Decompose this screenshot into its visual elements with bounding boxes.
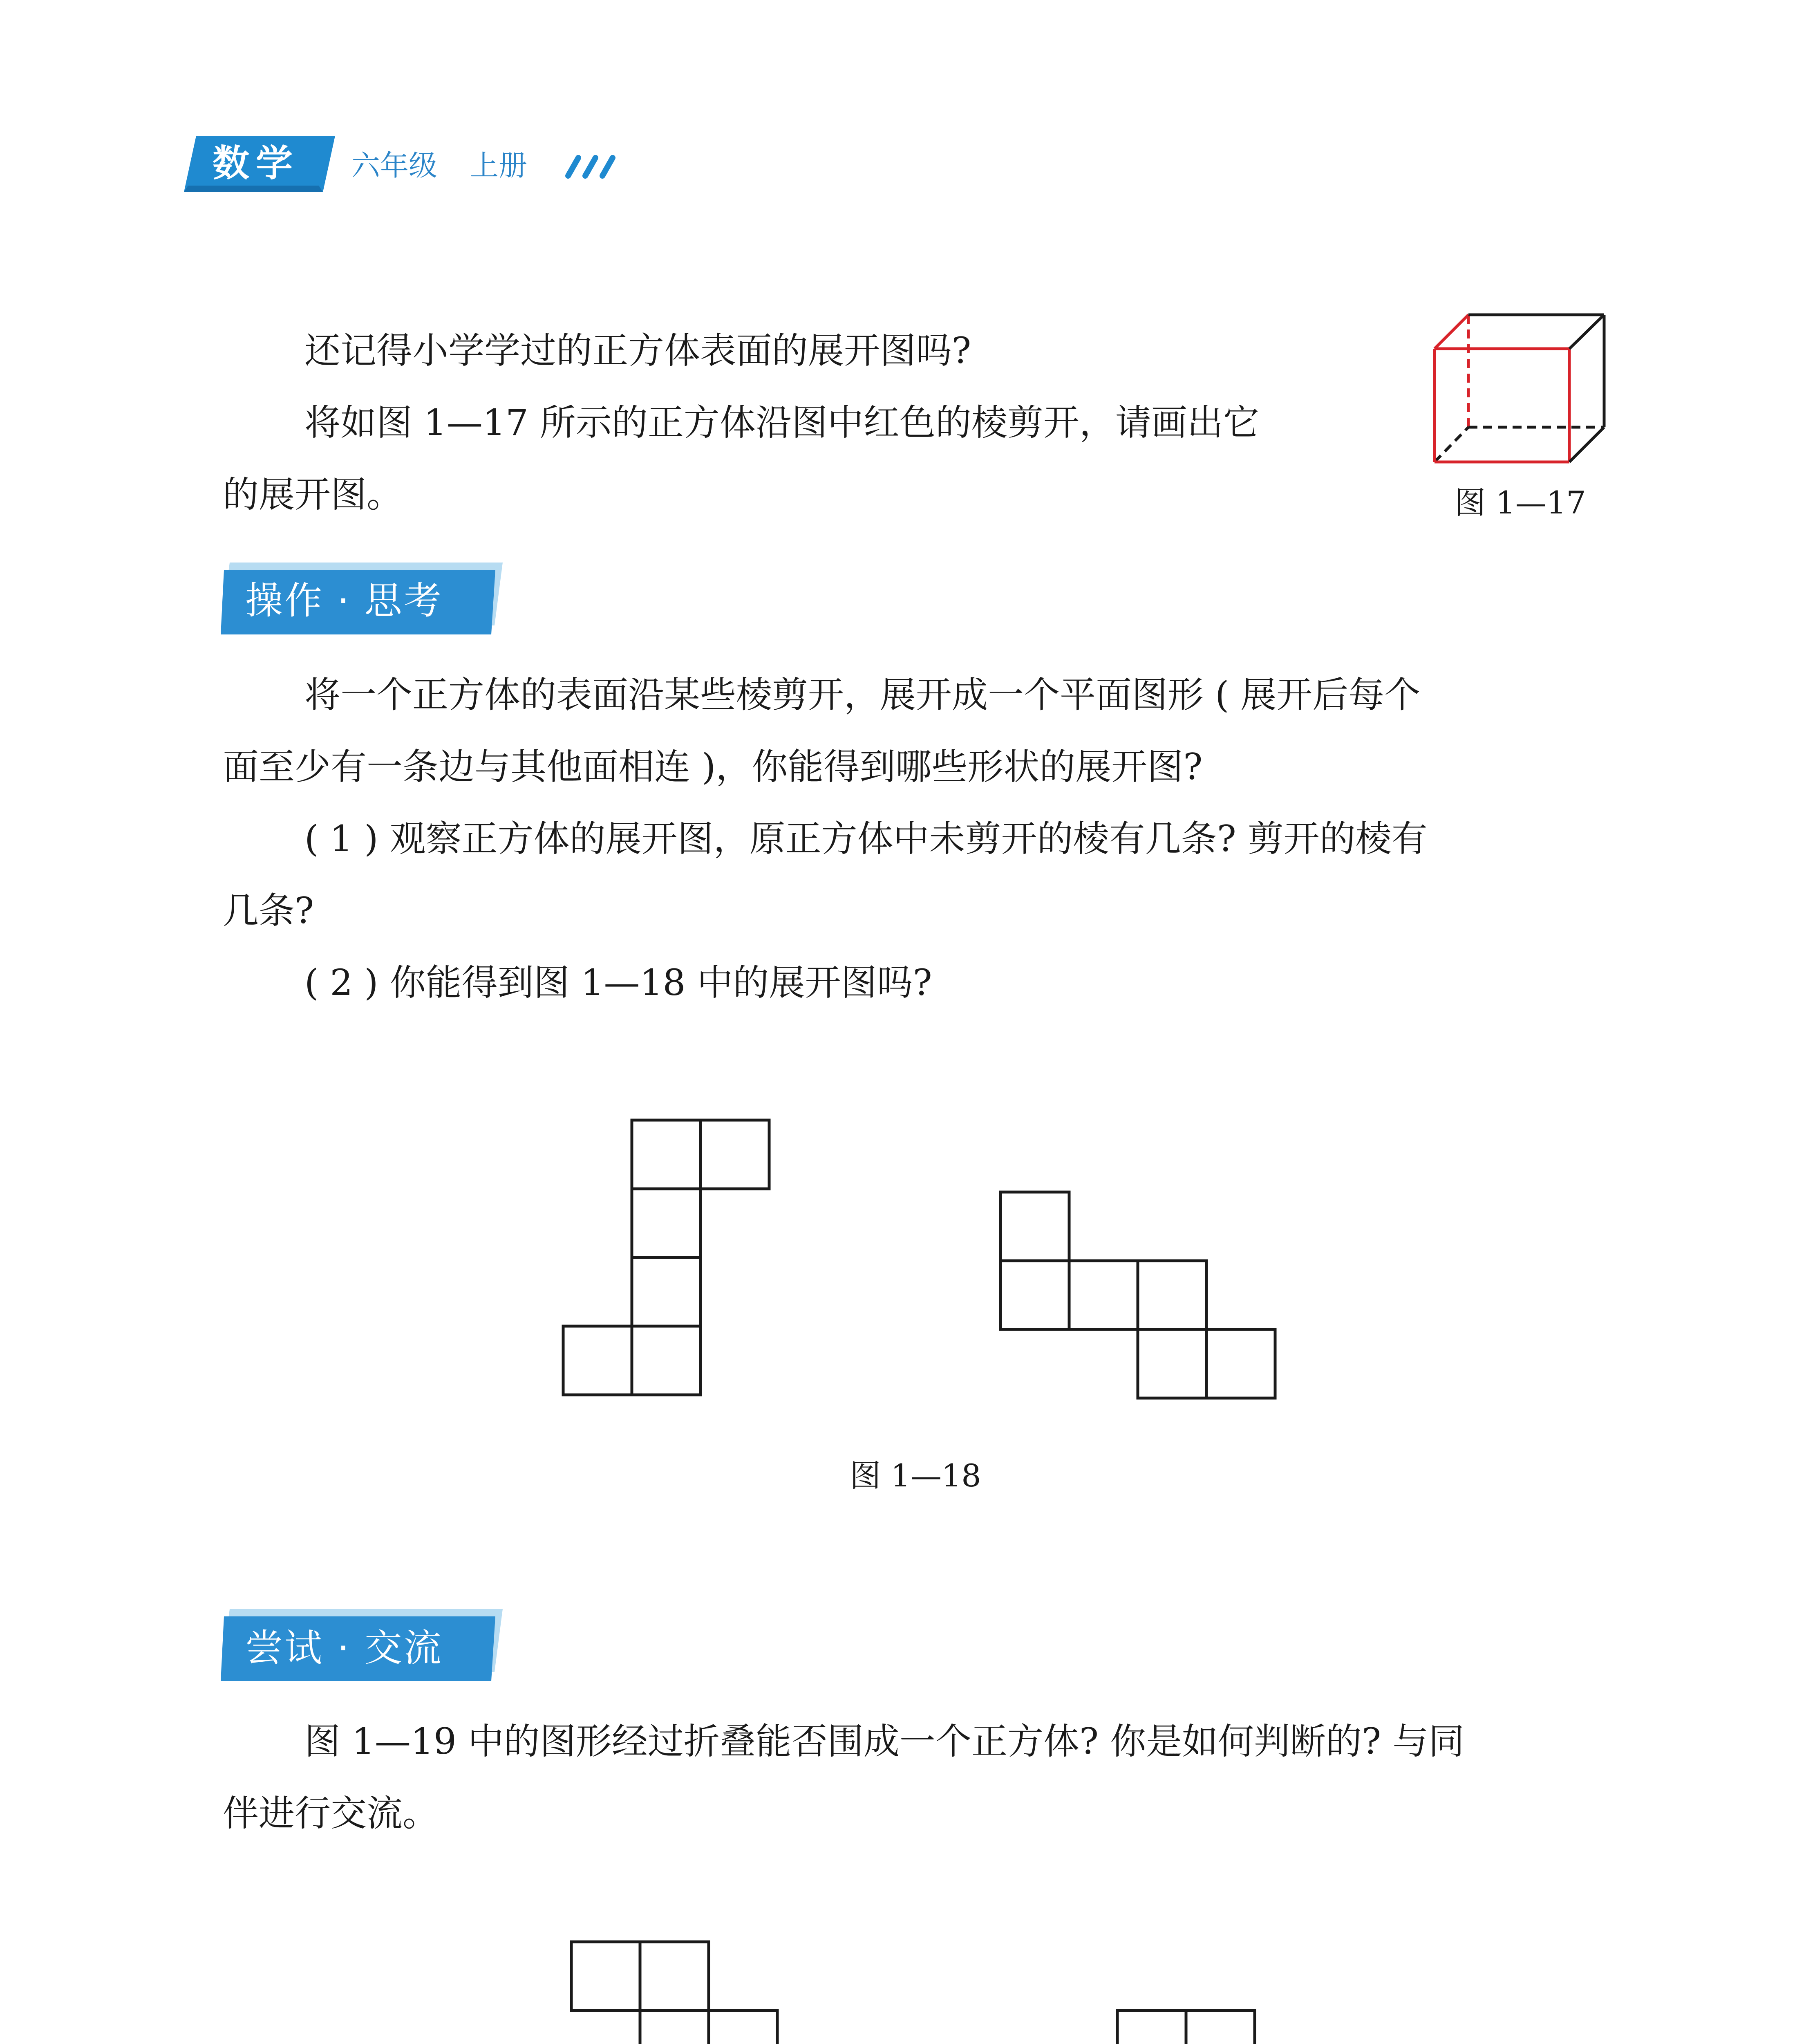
header-subject: 数学 [213,142,299,185]
header-grade-label: 六年级 [351,149,437,182]
header-volume-label: 上册 [470,149,527,182]
figure-1-19-net-1 [564,1938,858,2044]
section-1-title: 操作 · 思考 [245,579,443,623]
figure-1-17-caption: 图 1—17 [1455,484,1586,521]
intro-line-3: 的展开图。 [223,473,403,515]
figure-1-18-net-right [993,1188,1287,1409]
figure-1-18-caption: 图 1—18 [850,1457,981,1494]
section-2-title: 尝试 · 交流 [245,1626,443,1670]
figure-1-19-net-2 [973,2006,1267,2044]
question-1-line-1: ( 1 ) 观察正方体的展开图，原正方体中未剪开的棱有几条? 剪开的棱有 [304,818,1428,860]
question-2: ( 2 ) 你能得到图 1—18 中的展开图吗? [304,961,932,1004]
section-1-paragraph-line-2: 面至少有一条边与其他面相连 )，你能得到哪些形状的展开图? [223,746,1203,788]
question-1-line-2: 几条? [223,890,314,932]
section-1-paragraph-line-1: 将一个正方体的表面沿某些棱剪开，展开成一个平面图形 ( 展开后每个 [304,674,1421,716]
cube-figure [1422,303,1618,474]
figure-1-18-net-left [556,1116,777,1410]
header-grade [351,147,560,184]
section-2-paragraph-line-1: 图 1—19 中的图形经过折叠能否围成一个正方体? 你是如何判断的? 与同 [304,1720,1465,1762]
section-2-paragraph-line-2: 伴进行交流。 [223,1792,439,1834]
intro-line-1: 还记得小学学过的正方体表面的展开图吗? [304,329,971,372]
intro-line-2: 将如图 1—17 所示的正方体沿图中红色的棱剪开，请画出它 [304,401,1259,444]
header-slashes-decoration [560,155,621,179]
